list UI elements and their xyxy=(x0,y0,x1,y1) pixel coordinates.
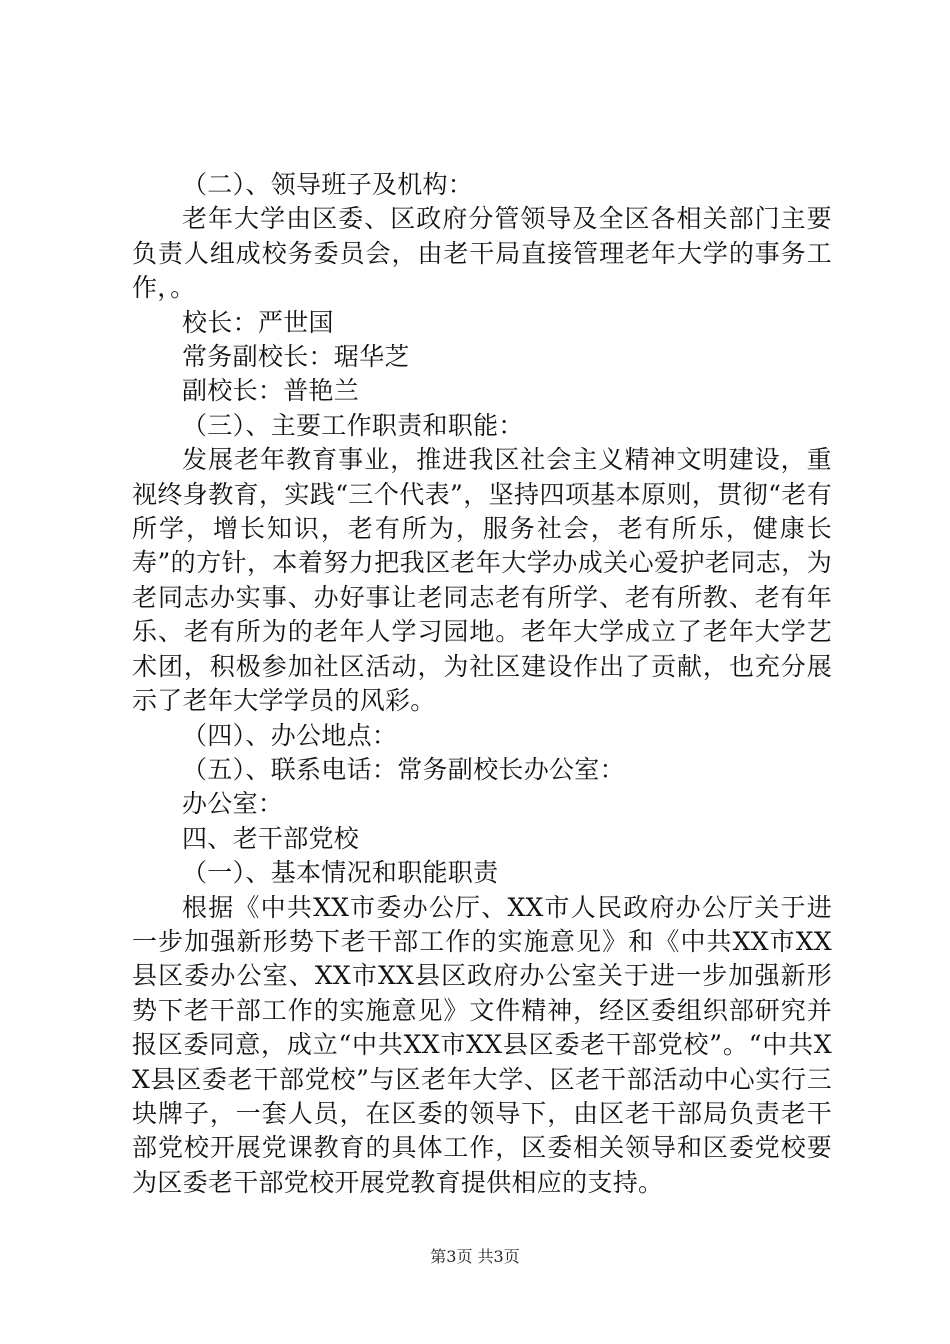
heading-leadership: （二）、领导班子及机构： xyxy=(182,170,474,199)
heading-duties: （三）、主要工作职责和职能： xyxy=(182,410,524,440)
principal-line: 校长：严世国 xyxy=(182,307,334,337)
vice-principal-line: 副校长：普艳兰 xyxy=(182,376,360,406)
heading-basic-info: （一）、基本情况和职能职责 xyxy=(182,858,499,888)
office-line: 办公室： xyxy=(182,789,284,819)
paragraph-duties: 发展老年教育事业，推进我区社会主义精神文明建设，重视终身教育，实践“三个代表”，坚持四项基本原则，贯彻“老有所学，增长知识，老有所为，服务社会，老有所乐，健康长寿”的方针，本着努力把我区老年大学办成关心爱护老同志，为老同志办实事、办好事让老同志老有所学、老有所教、老有年乐、老有所为的老年人学习园地。老年大学成立了老年大学艺术团，积极参加社区活动，为社区建设作出了贡献，也充分展示了老年大学学员的风彩。 xyxy=(132,445,832,716)
heading-contact-phone: （五）、联系电话：常务副校长办公室： xyxy=(182,754,625,784)
paragraph-party-school: 根据《中共XX市委办公厅、XX市人民政府办公厅关于进一步加强新形势下老干部工作的实施意见》和《中共XX市XX县区委办公室、XX市XX县区政府办公室关于进一步加强新形势下老干部工作的实施意见》文件精神，经区委组织部研究并报区委同意，成立“中共XX市XX县区委老干部党校”。“中共XX县区委老干部党校”与区老年大学、区老干部活动中心实行三块牌子，一套人员，在区委的领导下，由区老干部局负责老干部党校开展党课教育的具体工作，区委相关领导和区委党校要为区委老干部党校开展党教育提供相应的支持。 xyxy=(132,892,832,1197)
document-body xyxy=(132,168,832,1200)
section-heading-party-school: 四、老干部党校 xyxy=(182,823,360,853)
paragraph-committee: 老年大学由区委、区政府分管领导及全区各相关部门主要负责人组成校务委员会，由老干局直接管理老年大学的事务工作，。 xyxy=(132,204,832,303)
heading-office-location: （四）、办公地点： xyxy=(182,720,398,750)
page-number-footer: 第3页 共3页 xyxy=(430,1247,520,1266)
executive-vice-principal-line: 常务副校长：琚华芝 xyxy=(182,342,410,372)
